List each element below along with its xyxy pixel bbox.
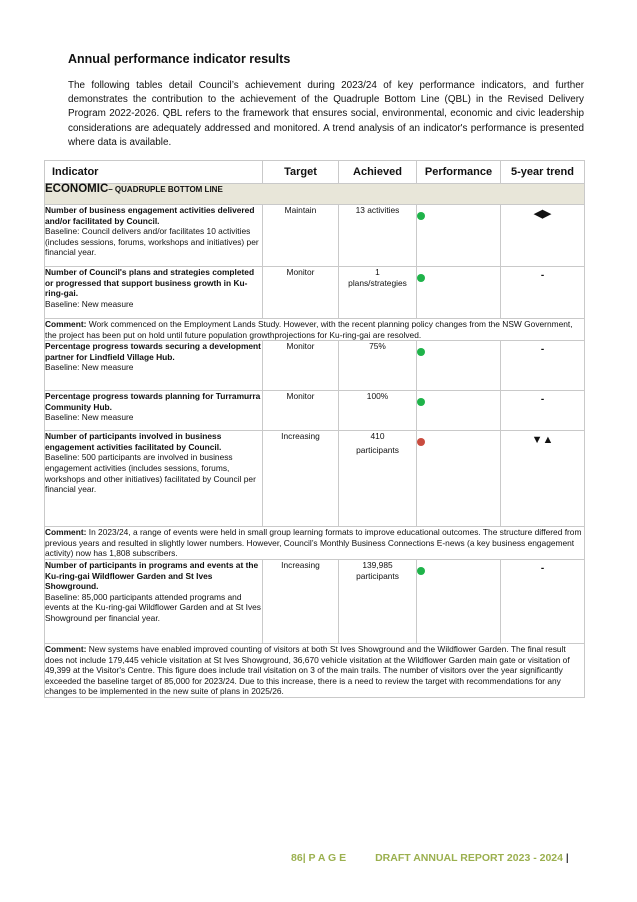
header-performance: Performance: [417, 161, 501, 184]
intro-paragraph: The following tables detail Council’s achievement during 2023/24 of key performance indicators, and further demonstrates the contribution to the achievement of the Quadruple Bottom Line (QBL) in the Revised Delivery Program 2022-2026. QBL refers to the framework that ensures social, environmental, economic and civic leadership considerations are adequately addressed and monitored. A trend analysis of an indicator's performance is presented where data is available.: [68, 80, 584, 148]
comment-row: [45, 643, 585, 697]
section-row: [45, 184, 585, 205]
achieved-cell: 410 participants: [339, 431, 417, 527]
comment-cell: Comment: In 2023/24, a range of events were held in small group learning formats to improve educational outcomes. The structure differed from previous years and resulted in slightly lower numbers. However, Council’s Monthly Business Connections E-news (a key business engagement activity) now has 1,808 subscribers.: [45, 527, 585, 560]
trend-dash-icon: -: [540, 344, 545, 356]
indicator-name: Number of business engagement activities delivered and/or facilitated by Council.: [45, 205, 255, 226]
indicator-baseline: Baseline: New measure: [45, 362, 134, 373]
page-heading: Annual performance indicator results: [68, 52, 291, 66]
target-cell: Monitor: [263, 341, 339, 391]
performance-cell: [417, 205, 501, 267]
indicator-cell: [45, 559, 263, 643]
indicator-baseline: Baseline: 85,000 participants attended programs and events at the Ku-ring-gai Wildflower Garden and at St Ives Showground per financial year.: [45, 591, 261, 623]
indicator-cell: [45, 205, 263, 267]
table-row: [45, 341, 585, 391]
target-cell: Monitor: [263, 391, 339, 431]
comment-text: New systems have enabled improved counting of visitors at both St Ives Showground and the Wildflower Garden. The final result does not include 179,445 vehicle visitation at St Ives Showground, 36,670 vehicle visitation at the Wildflower Garden main gate or visitation of 49,399 at the Visitor's Centre. This figure does include trail visitation on 3 of the main trails. The number of visitors over the year significantly exceeded the baseline target of 85,000 for 2023/24. Due to this increase, there is a need to review the target with recommendations for any changes to be implemented in the new suite of plans in 2025/26.: [45, 643, 570, 697]
status-dot-icon: [417, 398, 425, 406]
performance-cell: [417, 431, 501, 527]
indicator-name: Number of participants in programs and events at the Ku-ring-gai Wildflower Garden and St Ives Showground.: [45, 559, 259, 592]
header-indicator: Indicator: [45, 161, 263, 184]
indicator-name: Number of Council's plans and strategies completed or progressed that support business growth in Ku-ring-gai.: [45, 267, 255, 299]
indicator-name: Number of participants involved in business engagement activities facilitated by Council.: [45, 431, 222, 452]
trend-cell: [501, 205, 585, 267]
trend-dash-icon: -: [540, 270, 545, 281]
status-dot-icon: [417, 438, 425, 446]
achieved-cell: 100%: [339, 391, 417, 431]
comment-text: In 2023/24, a range of events were held in small group learning formats to improve educational outcomes. The structure differed from previous years and resulted in slightly lower numbers. However, Council’s Monthly Business Connections E-news (a key business engagement activity) now has 1,808 subscribers.: [45, 527, 582, 559]
header-trend: 5-year trend: [501, 161, 585, 184]
target-cell: Monitor: [263, 267, 339, 319]
table-header-row: [45, 161, 585, 184]
trend-cell: [501, 559, 585, 643]
achieved-cell: 1 plans/strategies: [339, 267, 417, 319]
performance-cell: [417, 391, 501, 431]
status-dot-icon: [417, 567, 425, 575]
target-cell: Increasing: [263, 559, 339, 643]
comment-text: Work commenced on the Employment Lands Study. However, with the recent planning policy changes from the NSW Government, the project has been put on hold until future population growthprojections for Ku-ring-gai are resolved.: [45, 319, 573, 340]
status-dot-icon: [417, 212, 425, 220]
footer-bar: |: [565, 852, 569, 864]
section-title: ECONOMIC– QUADRUPLE BOTTOM LINE: [45, 184, 585, 205]
kpi-table: [44, 160, 585, 698]
indicator-cell: [45, 391, 263, 431]
indicator-cell: [45, 341, 263, 391]
achieved-cell: 13 activities: [339, 205, 417, 267]
table-row: [45, 559, 585, 643]
page-number: 86: [291, 852, 303, 864]
comment-row: [45, 527, 585, 560]
trend-cell: [501, 267, 585, 319]
trend-cell: [501, 431, 585, 527]
trend-arrows-icon: ▼▲: [531, 434, 554, 447]
trend-cell: [501, 341, 585, 391]
indicator-baseline: Baseline: 500 participants are involved in business engagement activities (includes sessions, forums, workshops and other initiatives) facilitated by Council per financial year.: [45, 452, 256, 495]
page-label: | P A G E: [302, 852, 347, 864]
status-dot-icon: [417, 348, 425, 356]
header-achieved: Achieved: [339, 161, 417, 184]
indicator-baseline: Baseline: New measure: [45, 298, 134, 309]
report-title: DRAFT ANNUAL REPORT 2023 - 2024: [375, 852, 563, 864]
indicator-name: Percentage progress towards securing a development partner for Lindfield Village Hub.: [45, 341, 261, 362]
indicator-cell: [45, 267, 263, 319]
target-cell: Increasing: [263, 431, 339, 527]
header-target: Target: [263, 161, 339, 184]
achieved-cell: 75%: [339, 341, 417, 391]
trend-cell: [501, 391, 585, 431]
indicator-name: Percentage progress towards planning for Turramurra Community Hub.: [45, 391, 261, 412]
trend-dash-icon: -: [540, 562, 545, 574]
table-row: [45, 391, 585, 431]
achieved-cell: 139,985 participants: [339, 559, 417, 643]
trend-dash-icon: -: [540, 394, 545, 406]
target-cell: Maintain: [263, 205, 339, 267]
table-row: [45, 431, 585, 527]
comment-cell: Comment: New systems have enabled improved counting of visitors at both St Ives Showground and the Wildflower Garden. The final result does not include 179,445 vehicle visitation at St Ives Showground, 36,670 vehicle visitation at the Wildflower Garden main gate or visitation of 49,399 at the Visitor's Centre. This figure does include trail visitation on 3 of the main trails. The number of visitors over the year significantly exceeded the baseline target of 85,000 for 2023/24. Due to this increase, there is a need to review the target with recommendations for any changes to be implemented in the new suite of plans in 2025/26.: [45, 643, 585, 697]
status-dot-icon: [417, 274, 425, 282]
performance-cell: [417, 559, 501, 643]
table-row: [45, 205, 585, 267]
table-row: [45, 267, 585, 319]
performance-cell: [417, 341, 501, 391]
performance-cell: [417, 267, 501, 319]
trend-arrows-icon: ◀▶: [534, 208, 551, 220]
indicator-baseline: Baseline: Council delivers and/or facilitates 10 activities (includes sessions, forums, workshops and initiatives) per financial year.: [45, 226, 259, 258]
comment-row: [45, 319, 585, 341]
page-footer: [291, 852, 569, 864]
indicator-baseline: Baseline: New measure: [45, 412, 134, 423]
comment-cell: Comment: Work commenced on the Employment Lands Study. However, with the recent planning policy changes from the NSW Government, the project has been put on hold until future population growthprojections for Ku-ring-gai are resolved.: [45, 319, 585, 341]
indicator-cell: [45, 431, 263, 527]
